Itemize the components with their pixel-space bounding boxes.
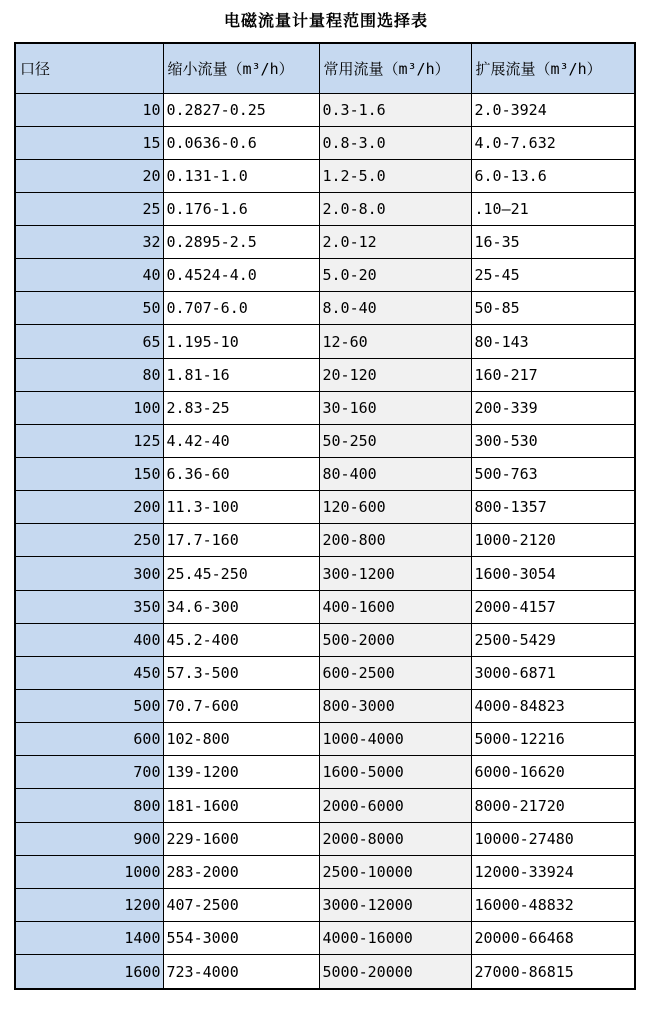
cell-reduced-flow: 45.2-400 [163, 623, 319, 656]
cell-common-flow: 3000-12000 [319, 888, 471, 921]
cell-reduced-flow: 139-1200 [163, 756, 319, 789]
table-row [15, 358, 635, 391]
table-row [15, 126, 635, 159]
cell-diameter: 1200 [15, 888, 163, 921]
header-row [15, 43, 635, 93]
cell-diameter: 125 [15, 424, 163, 457]
cell-reduced-flow: 0.2827-0.25 [163, 93, 319, 126]
cell-extended-flow: 27000-86815 [471, 955, 635, 989]
table-row [15, 822, 635, 855]
cell-extended-flow: 5000-12216 [471, 723, 635, 756]
cell-diameter: 25 [15, 192, 163, 225]
cell-common-flow: 1600-5000 [319, 756, 471, 789]
cell-reduced-flow: 554-3000 [163, 922, 319, 955]
cell-extended-flow: 4.0-7.632 [471, 126, 635, 159]
cell-extended-flow: 10000-27480 [471, 822, 635, 855]
table-row [15, 159, 635, 192]
cell-diameter: 40 [15, 259, 163, 292]
cell-common-flow: 120-600 [319, 491, 471, 524]
cell-extended-flow: 6000-16620 [471, 756, 635, 789]
cell-diameter: 50 [15, 292, 163, 325]
cell-reduced-flow: 4.42-40 [163, 424, 319, 457]
cell-common-flow: 2.0-12 [319, 226, 471, 259]
cell-extended-flow: 8000-21720 [471, 789, 635, 822]
cell-diameter: 65 [15, 325, 163, 358]
cell-common-flow: 0.8-3.0 [319, 126, 471, 159]
cell-diameter: 1400 [15, 922, 163, 955]
cell-common-flow: 4000-16000 [319, 922, 471, 955]
table-row [15, 723, 635, 756]
cell-common-flow: 2.0-8.0 [319, 192, 471, 225]
cell-extended-flow: 1600-3054 [471, 557, 635, 590]
table-body [15, 93, 635, 989]
column-header-diameter: 口径 [15, 43, 163, 93]
cell-reduced-flow: 283-2000 [163, 855, 319, 888]
cell-reduced-flow: 1.81-16 [163, 358, 319, 391]
table-row [15, 259, 635, 292]
cell-extended-flow: 20000-66468 [471, 922, 635, 955]
cell-diameter: 250 [15, 524, 163, 557]
table-row [15, 491, 635, 524]
table-row [15, 192, 635, 225]
cell-extended-flow: 1000-2120 [471, 524, 635, 557]
cell-common-flow: 0.3-1.6 [319, 93, 471, 126]
table-row [15, 524, 635, 557]
table-row [15, 888, 635, 921]
cell-diameter: 80 [15, 358, 163, 391]
cell-common-flow: 30-160 [319, 391, 471, 424]
cell-reduced-flow: 11.3-100 [163, 491, 319, 524]
cell-common-flow: 8.0-40 [319, 292, 471, 325]
table-row [15, 855, 635, 888]
cell-reduced-flow: 229-1600 [163, 822, 319, 855]
cell-diameter: 20 [15, 159, 163, 192]
table-row [15, 656, 635, 689]
table-row [15, 325, 635, 358]
cell-diameter: 300 [15, 557, 163, 590]
cell-extended-flow: 2000-4157 [471, 590, 635, 623]
cell-reduced-flow: 102-800 [163, 723, 319, 756]
table-row [15, 458, 635, 491]
column-header-common-flow: 常用流量（m³/h） [319, 43, 471, 93]
column-header-reduced-flow: 缩小流量（m³/h） [163, 43, 319, 93]
table-row [15, 557, 635, 590]
cell-common-flow: 800-3000 [319, 690, 471, 723]
cell-extended-flow: .10—21 [471, 192, 635, 225]
table-row [15, 391, 635, 424]
cell-reduced-flow: 6.36-60 [163, 458, 319, 491]
cell-extended-flow: 4000-84823 [471, 690, 635, 723]
table-row [15, 789, 635, 822]
cell-reduced-flow: 0.2895-2.5 [163, 226, 319, 259]
table-row [15, 623, 635, 656]
cell-diameter: 10 [15, 93, 163, 126]
cell-common-flow: 5000-20000 [319, 955, 471, 989]
table-row [15, 93, 635, 126]
cell-reduced-flow: 723-4000 [163, 955, 319, 989]
table-row [15, 424, 635, 457]
cell-reduced-flow: 17.7-160 [163, 524, 319, 557]
cell-extended-flow: 12000-33924 [471, 855, 635, 888]
cell-reduced-flow: 2.83-25 [163, 391, 319, 424]
cell-common-flow: 2000-8000 [319, 822, 471, 855]
cell-reduced-flow: 1.195-10 [163, 325, 319, 358]
cell-extended-flow: 160-217 [471, 358, 635, 391]
cell-reduced-flow: 0.4524-4.0 [163, 259, 319, 292]
cell-extended-flow: 2.0-3924 [471, 93, 635, 126]
cell-common-flow: 12-60 [319, 325, 471, 358]
cell-common-flow: 20-120 [319, 358, 471, 391]
table-row [15, 226, 635, 259]
table-row [15, 955, 635, 989]
cell-extended-flow: 80-143 [471, 325, 635, 358]
cell-common-flow: 600-2500 [319, 656, 471, 689]
cell-diameter: 1600 [15, 955, 163, 989]
cell-reduced-flow: 0.0636-0.6 [163, 126, 319, 159]
cell-diameter: 150 [15, 458, 163, 491]
cell-common-flow: 1.2-5.0 [319, 159, 471, 192]
cell-reduced-flow: 0.131-1.0 [163, 159, 319, 192]
cell-common-flow: 2500-10000 [319, 855, 471, 888]
cell-diameter: 15 [15, 126, 163, 159]
cell-reduced-flow: 25.45-250 [163, 557, 319, 590]
cell-common-flow: 500-2000 [319, 623, 471, 656]
cell-extended-flow: 200-339 [471, 391, 635, 424]
cell-diameter: 800 [15, 789, 163, 822]
cell-diameter: 700 [15, 756, 163, 789]
cell-common-flow: 80-400 [319, 458, 471, 491]
cell-diameter: 500 [15, 690, 163, 723]
cell-extended-flow: 16-35 [471, 226, 635, 259]
cell-common-flow: 2000-6000 [319, 789, 471, 822]
table-row [15, 922, 635, 955]
cell-common-flow: 300-1200 [319, 557, 471, 590]
cell-common-flow: 5.0-20 [319, 259, 471, 292]
table-row [15, 690, 635, 723]
cell-common-flow: 1000-4000 [319, 723, 471, 756]
cell-reduced-flow: 34.6-300 [163, 590, 319, 623]
table-row [15, 590, 635, 623]
table-row [15, 292, 635, 325]
cell-extended-flow: 3000-6871 [471, 656, 635, 689]
cell-diameter: 32 [15, 226, 163, 259]
cell-diameter: 1000 [15, 855, 163, 888]
cell-extended-flow: 2500-5429 [471, 623, 635, 656]
cell-common-flow: 400-1600 [319, 590, 471, 623]
cell-reduced-flow: 70.7-600 [163, 690, 319, 723]
cell-reduced-flow: 181-1600 [163, 789, 319, 822]
cell-extended-flow: 50-85 [471, 292, 635, 325]
cell-extended-flow: 300-530 [471, 424, 635, 457]
cell-extended-flow: 500-763 [471, 458, 635, 491]
page-title: 电磁流量计量程范围选择表 [223, 13, 428, 30]
cell-diameter: 400 [15, 623, 163, 656]
cell-extended-flow: 25-45 [471, 259, 635, 292]
cell-reduced-flow: 407-2500 [163, 888, 319, 921]
cell-diameter: 900 [15, 822, 163, 855]
cell-diameter: 450 [15, 656, 163, 689]
cell-extended-flow: 6.0-13.6 [471, 159, 635, 192]
flow-range-table [14, 42, 636, 990]
table-row [15, 756, 635, 789]
cell-common-flow: 50-250 [319, 424, 471, 457]
cell-reduced-flow: 0.176-1.6 [163, 192, 319, 225]
cell-reduced-flow: 0.707-6.0 [163, 292, 319, 325]
cell-diameter: 350 [15, 590, 163, 623]
cell-extended-flow: 800-1357 [471, 491, 635, 524]
cell-extended-flow: 16000-48832 [471, 888, 635, 921]
column-header-extended-flow: 扩展流量（m³/h） [471, 43, 635, 93]
cell-diameter: 100 [15, 391, 163, 424]
cell-diameter: 200 [15, 491, 163, 524]
cell-reduced-flow: 57.3-500 [163, 656, 319, 689]
cell-diameter: 600 [15, 723, 163, 756]
cell-common-flow: 200-800 [319, 524, 471, 557]
